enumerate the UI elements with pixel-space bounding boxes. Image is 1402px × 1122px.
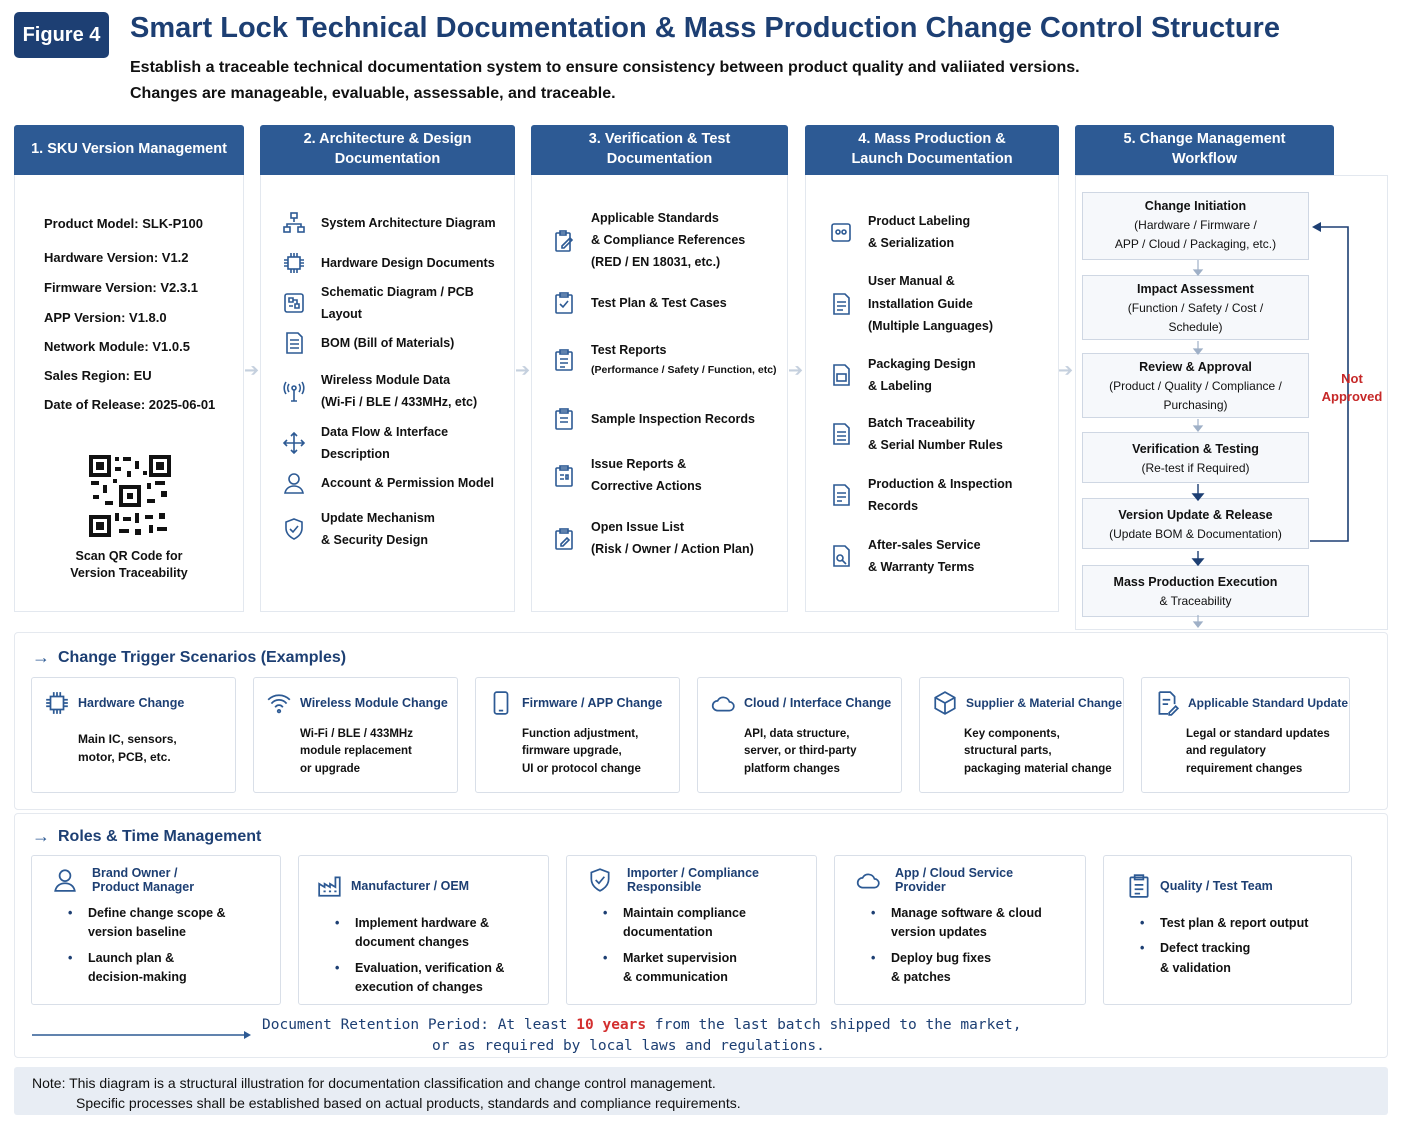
flow-arrow-icon: ➔ [244,360,260,380]
workflow-step-verification: Verification & Testing (Re-test if Required) [1082,432,1309,483]
production-item: Batch Traceability & Serial Number Rules [828,403,1058,465]
verification-item: Issue Reports & Corrective Actions [551,447,786,505]
role-bullet: • Evaluation, verification & execution of changes [329,959,548,998]
architecture-item: System Architecture Diagram [281,203,513,243]
trigger-card-wireless: Wireless Module Change Wi-Fi / BLE / 433MHz module replacement or upgrade [253,677,458,793]
page-title: Smart Lock Technical Documentation & Mass Production Change Control Structure [130,12,1280,44]
production-item: After-sales Service & Warranty Terms [828,525,1058,587]
arrow-right-icon: → [32,826,50,846]
sku-field: Sales Region: EU [44,368,152,383]
chip-icon [44,690,70,716]
box-icon [932,690,958,716]
clipboard-icon [1126,873,1152,899]
package-doc-icon [828,362,854,388]
footnote: Note: This diagram is a structural illustration for documentation classification and change control management. Specific processes shall be established based on actual products, standards and compliance requirements. [14,1067,1388,1115]
role-bullet: • Define change scope & version baseline [62,904,280,943]
workflow-step-initiation: Change Initiation (Hardware / Firmware / APP / Cloud / Packaging, etc.) [1082,192,1309,260]
production-item: Product Labeling & Serialization [828,203,1058,261]
architecture-item: Update Mechanism & Security Design [281,503,513,555]
antenna-icon [281,378,307,404]
retention-arrow [32,1029,252,1041]
sku-panel [14,175,244,612]
architecture-item: Data Flow & Interface Description [281,423,513,463]
chip-icon [281,250,307,276]
column-header-architecture [260,125,515,175]
column-title-line2: Launch Documentation [851,151,1013,167]
clipboard-pen-icon [551,526,577,552]
flow-arrow-icon: ➔ [515,360,531,380]
phone-icon [488,690,514,716]
hierarchy-icon [281,210,307,236]
qr-code[interactable] [89,455,171,542]
sku-field: Network Module: V1.0.5 [44,339,190,354]
role-card-brand-owner: Brand Owner / Product Manager • Define change scope & version baseline • Launch plan & decision-making [31,855,281,1005]
verification-item: Test Plan & Test Cases [551,277,786,329]
workflow-step-mass-production: Mass Production Execution & Traceability [1082,565,1309,617]
architecture-item: Account & Permission Model [281,463,513,503]
column-title-line1: 2. Architecture & Design [303,131,472,148]
subtitle-line-2: Changes are manageable, evaluable, assessable, and traceable. [130,85,616,102]
circuit-icon [281,290,307,316]
batch-doc-icon [828,421,854,447]
user-icon [281,470,307,496]
role-card-cloud-provider: App / Cloud Service Provider • Manage software & cloud version updates • Deploy bug fixes & patches [834,855,1086,1005]
roles-section-title: → Roles & Time Management [32,826,262,846]
clipboard-edit-icon [551,228,577,254]
clipboard-report-icon [551,347,577,373]
workflow-step-impact: Impact Assessment (Function / Safety / Cost / Schedule) [1082,275,1309,340]
role-bullet: • Defect tracking & validation [1134,939,1351,978]
retention-period-line2: or as required by local laws and regulations. [432,1038,825,1054]
column-title-line1: 4. Mass Production & [858,131,1006,148]
wifi-icon [266,690,292,716]
list-doc-icon [281,330,307,356]
arrow-right-icon: → [32,647,50,667]
service-doc-icon [828,543,854,569]
manual-icon [828,291,854,317]
role-card-importer: Importer / Compliance Responsible • Maintain compliance documentation • Market supervision & communication [566,855,817,1005]
qr-caption: Scan QR Code for Version Traceability [70,549,188,580]
cloud-icon [710,690,736,716]
production-item: Packaging Design & Labeling [828,347,1058,403]
role-bullet: • Market supervision & communication [597,949,816,988]
sku-field: Firmware Version: V2.3.1 [44,280,198,295]
figure-badge [14,12,109,58]
production-item: Production & Inspection Records [828,465,1058,525]
column-title: 1. SKU Version Management [31,141,227,158]
role-bullet: • Implement hardware & document changes [329,914,548,953]
shield-check-icon [587,867,613,893]
sku-field: Date of Release: 2025-06-01 [44,397,216,412]
verification-item: Applicable Standards & Compliance References (RED / EN 18031, etc.) [551,205,786,277]
flow-arrow-icon: ➔ [1058,360,1074,380]
sku-field: Product Model: SLK-P100 [44,216,203,231]
move-arrows-icon [281,430,307,456]
label-icon [828,219,854,245]
shield-check-icon [281,516,307,542]
cloud-icon [855,867,881,893]
column-title-line2: Documentation [606,151,713,167]
clipboard-issue-icon [551,463,577,489]
trigger-section-title: → Change Trigger Scenarios (Examples) [32,647,347,667]
workflow-step-review: Review & Approval (Product / Quality / Compliance / Purchasing) [1082,353,1309,418]
architecture-item: Hardware Design Documents [281,243,513,283]
role-card-manufacturer: Manufacturer / OEM • Implement hardware & document changes • Evaluation, verification & execution of changes [298,855,549,1005]
column-title-line2: Documentation [334,151,441,167]
sku-field: Hardware Version: V1.2 [44,250,189,265]
verification-item: Sample Inspection Records [551,391,786,447]
role-bullet: • Test plan & report output [1134,914,1351,933]
workflow-step-release: Version Update & Release (Update BOM & Documentation) [1082,498,1309,549]
verification-list [551,205,786,573]
column-title-line1: 5. Change Management [1123,131,1286,148]
trigger-card-standard: Applicable Standard Update Legal or standard updates and regulatory requirement changes [1141,677,1350,793]
sku-field: APP Version: V1.8.0 [44,310,167,325]
role-bullet: • Deploy bug fixes & patches [865,949,1085,988]
records-icon [828,482,854,508]
architecture-item: Schematic Diagram / PCB Layout [281,283,513,323]
architecture-item: BOM (Bill of Materials) [281,323,513,363]
verification-item: Test Reports (Performance / Safety / Function, etc) [551,329,786,391]
role-bullet: • Manage software & cloud version updates [865,904,1085,943]
not-approved-label: Not Approved [1321,371,1383,404]
trigger-card-cloud: Cloud / Interface Change API, data structure, server, or third-party platform changes [697,677,902,793]
trigger-card-hardware: Hardware Change Main IC, sensors, motor, PCB, etc. [31,677,236,793]
architecture-item: Wireless Module Data (Wi-Fi / BLE / 433MHz, etc) [281,363,513,419]
verification-item: Open Issue List (Risk / Owner / Action Plan) [551,505,786,573]
architecture-list [281,203,513,555]
column-title-line1: 3. Verification & Test [588,131,731,148]
column-header-verification [531,125,788,175]
production-list [828,203,1058,587]
trigger-card-supplier: Supplier & Material Change Key components, structural parts, packaging material change [919,677,1124,793]
column-title-line2: Workflow [1172,151,1237,167]
production-item: User Manual & Installation Guide (Multiple Languages) [828,261,1058,347]
figure-label: Figure 4 [22,23,101,46]
retention-period: Document Retention Period: At least 10 years from the last batch shipped to the market, [262,1017,1022,1033]
subtitle-line-1: Establish a traceable technical documentation system to ensure consistency between product quality and valiiated versions. [130,59,1080,76]
role-bullet: • Launch plan & decision-making [62,949,280,988]
flow-arrow-icon: ➔ [788,360,804,380]
column-header-sku [14,125,244,175]
workflow-connectors [1180,258,1220,638]
role-bullet: • Maintain compliance documentation [597,904,816,943]
role-card-quality: Quality / Test Team • Test plan & report output • Defect tracking & validation [1103,855,1352,1005]
person-icon [52,867,78,893]
trigger-card-firmware: Firmware / APP Change Function adjustment, firmware upgrade, UI or protocol change [475,677,680,793]
column-header-workflow [1075,125,1334,175]
clipboard-list-icon [551,406,577,432]
clipboard-check-icon [551,290,577,316]
factory-icon [317,873,343,899]
column-header-production [805,125,1059,175]
document-edit-icon [1154,690,1180,716]
